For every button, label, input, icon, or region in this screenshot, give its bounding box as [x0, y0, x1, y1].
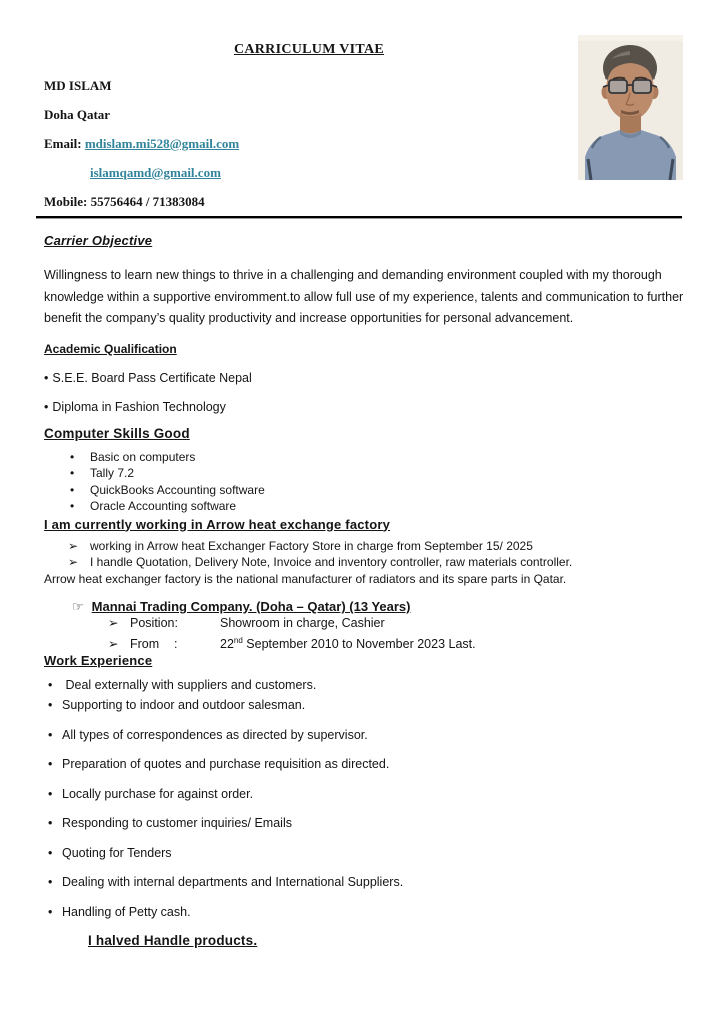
applicant-location: Doha Qatar: [44, 107, 111, 122]
academic-item-label: S.E.E. Board Pass Certificate Nepal: [52, 370, 252, 385]
bullet-icon: •: [48, 757, 53, 772]
work-experience-item: [44, 905, 682, 919]
position-value: Showroom in charge, Cashier: [220, 616, 385, 630]
work-experience-item: [44, 698, 682, 712]
arrow-bullet-icon: ➢: [108, 616, 119, 630]
mobile-line: Mobile: 55756464 / 71383084: [44, 194, 205, 209]
bullet-icon: •: [48, 698, 53, 713]
from-label: From: [130, 637, 160, 652]
work-experience-item: [44, 846, 682, 860]
header-divider: [36, 216, 682, 219]
work-experience-item-label: Supporting to indoor and outdoor salesman.: [62, 698, 306, 713]
academic-item: [44, 371, 682, 385]
bullet-icon: •: [70, 482, 75, 497]
work-experience-item-label: Handling of Petty cash.: [62, 904, 191, 919]
section-heading-academic-qualification: Academic Qualification: [44, 341, 177, 356]
bullet-icon: •: [48, 816, 53, 831]
bullet-icon: •: [48, 786, 53, 801]
skill-item-label: Oracle Accounting software: [90, 499, 237, 513]
applicant-name: MD ISLAM: [44, 78, 112, 93]
bullet-icon: •: [48, 875, 53, 890]
work-experience-item-label: Deal externally with suppliers and customers.: [65, 678, 317, 693]
from-value: 22nd September 2010 to November 2023 Last.: [220, 636, 476, 652]
academic-item-label: Diploma in Fashion Technology: [52, 399, 226, 414]
work-experience-item-label: Dealing with internal departments and International Suppliers.: [62, 875, 404, 890]
current-job-point: [44, 554, 682, 571]
document-title: CARRICULUM VITAE: [233, 42, 385, 57]
work-experience-item: [44, 728, 682, 742]
skill-item: [44, 498, 682, 515]
work-experience-item: [44, 678, 682, 692]
position-label: Position:: [130, 616, 178, 630]
bullet-icon: •: [48, 678, 53, 693]
computer-skills-list: [44, 449, 682, 515]
email-link-secondary[interactable]: islamqamd@gmail.com: [90, 165, 221, 180]
ordinal-suffix: nd: [233, 636, 243, 645]
applicant-photo: [578, 35, 683, 180]
skill-item-label: Tally 7.2: [90, 466, 135, 480]
arrow-bullet-icon: ➢: [68, 555, 79, 569]
bullet-icon: •: [70, 499, 75, 513]
section-heading-carrier-objective: Carrier Objective: [44, 233, 153, 248]
bullet-icon: •: [44, 399, 49, 414]
email-link-primary[interactable]: mdislam.mi528@gmail.com: [84, 136, 240, 151]
skill-item-label: Basic on computers: [90, 449, 196, 464]
work-experience-item-label: Locally purchase for against order.: [62, 786, 254, 801]
work-experience-item-label: Responding to customer inquiries/ Emails: [62, 816, 292, 831]
academic-item: [44, 400, 682, 414]
work-experience-item-label: Preparation of quotes and purchase requisition as directed.: [62, 757, 390, 772]
work-experience-item-label: Quoting for Tenders: [62, 845, 172, 860]
skill-item: [44, 482, 682, 499]
arrow-bullet-icon: ➢: [108, 637, 119, 652]
skill-item: [44, 449, 682, 466]
bullet-icon: •: [48, 845, 53, 860]
current-job-points: [44, 538, 682, 588]
previous-job-company: Mannai Trading Company. (Doha – Qatar) (13 Years): [91, 599, 411, 614]
work-experience-item: [44, 875, 682, 889]
pointing-hand-icon: ☞: [72, 599, 84, 614]
applicant-photo-drawing: [578, 35, 683, 180]
from-colon: :: [174, 637, 178, 652]
bullet-icon: •: [70, 466, 75, 480]
current-job-point-label: working in Arrow heat Exchanger Factory Store in charge from September 15/ 2025: [90, 538, 533, 553]
previous-job-position-row: [44, 615, 682, 632]
current-job-note: Arrow heat exchanger factory is the national manufacturer of radiators and its spare parts in Qatar.: [44, 571, 567, 586]
bullet-icon: •: [48, 727, 53, 742]
bullet-icon: •: [70, 449, 75, 464]
work-experience-item: [44, 816, 682, 830]
section-heading-computer-skills: Computer Skills Good: [44, 425, 190, 441]
email-label: Email:: [44, 136, 82, 151]
section-heading-current-job: I am currently working in Arrow heat exchange factory: [44, 516, 391, 532]
work-experience-item: [44, 757, 682, 771]
work-experience-item: [44, 787, 682, 801]
objective-text: Willingness to learn new things to thrive in a challenging and demanding environment coupled with my thorough knowledge within a supportive enviromment.to allow full use of my experience, talents and communication to further benefit the company’s quality productivity and increase opportunities for personal advancement.: [44, 268, 684, 325]
work-experience-footer: I halved Handle products.: [88, 932, 258, 948]
section-heading-work-experience: Work Experience: [44, 653, 153, 669]
current-job-point: [44, 538, 682, 555]
skill-item-label: QuickBooks Accounting software: [90, 482, 265, 497]
previous-job-heading-row: [44, 599, 682, 615]
work-experience-item-label: All types of correspondences as directed by supervisor.: [62, 727, 368, 742]
bullet-icon: •: [44, 370, 49, 385]
bullet-icon: •: [48, 904, 53, 919]
current-job-point-label: I handle Quotation, Delivery Note, Invoice and inventory controller, raw materials controller.: [90, 555, 573, 569]
skill-item: [44, 465, 682, 482]
arrow-bullet-icon: ➢: [68, 538, 79, 553]
previous-job-from-row: [44, 632, 682, 653]
